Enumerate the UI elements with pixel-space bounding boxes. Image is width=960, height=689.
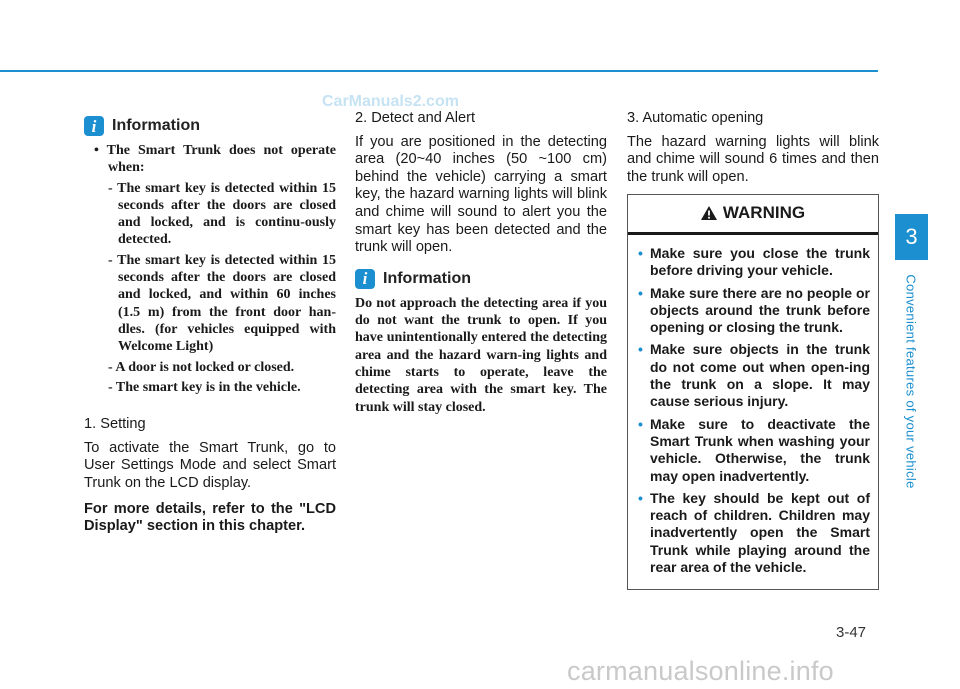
automatic-opening-heading: 3. Automatic opening (627, 110, 764, 126)
column-2 (355, 110, 607, 416)
chapter-tab[interactable] (895, 214, 928, 260)
page-number: 3-47 (836, 624, 867, 641)
setting-heading: 1. Setting (84, 416, 146, 433)
chapter-number: 3 (905, 224, 918, 249)
warning-item: • Make sure to deactivate the Smart Trunk when washing your vehicle. Otherwise, the trunk may open inadvertently. (638, 415, 870, 484)
bullet-dot: • (638, 341, 643, 358)
warning-title: WARNING (722, 203, 806, 222)
bullet-dot: • (638, 284, 643, 301)
warning-rule (628, 232, 878, 235)
bullet-dot: • (638, 245, 643, 261)
warning-item: • Make sure you close the trunk before driving your vehicle. (638, 245, 870, 279)
watermark-top: CarManuals2.com (322, 93, 459, 110)
information-text-2: Do not approach the detecting area if you do not want the trunk to open. If you have unintentionally entered the detecting area and the hazard warn-ing lights and chime starts to operate, leave the detecting area with the smart key. The trunk will stay closed. (355, 295, 607, 415)
condition-item: - The smart key is in the vehicle. (108, 379, 301, 395)
chapter-title-text: Convenient features of your vehicle (904, 273, 920, 489)
detect-text: If you are positioned in the detecting area (20~40 inches (50 ~100 cm) behind the vehicle) carrying a smart key, the hazard warning lights will blink and chime will sound to alert you the smart key has been detected and the trunk will open. (355, 133, 607, 256)
bullet-not-operate: • The Smart Trunk does not operate when: (94, 143, 336, 176)
bullet-dot: • (638, 489, 643, 506)
warning-item: • Make sure there are no people or objects around the trunk before opening or closing the trunk. (638, 284, 870, 336)
warning-item: • Make sure objects in the trunk do not come out when open-ing the trunk on a slope. It may cause serious injury. (638, 341, 870, 410)
condition-item: - The smart key is detected within 15 seconds after the doors are closed and locked, and is continu-ously detected. (108, 180, 336, 248)
condition-list (84, 180, 336, 397)
automatic-opening-text: The hazard warning lights will blink and chime will sound 6 times and then the trunk will open. (627, 133, 879, 185)
warning-header (628, 202, 878, 224)
chapter-title (895, 268, 928, 494)
warning-list (636, 245, 870, 576)
column-1 (84, 110, 336, 544)
column-3 (627, 110, 879, 194)
condition-item: - A door is not locked or closed. (108, 359, 295, 375)
warning-box (627, 194, 879, 590)
top-rule (0, 70, 878, 72)
info-icon: i (355, 269, 375, 289)
bullet-dot: • (638, 415, 643, 432)
information-heading-2 (355, 269, 607, 289)
information-title-2: Information (383, 269, 471, 287)
information-title: Information (112, 117, 200, 134)
setting-reference: For more details, refer to the "LCD Display" section in this chapter. (84, 500, 336, 535)
setting-text: To activate the Smart Trunk, go to User Settings Mode and select Smart Trunk on the LCD display. (84, 439, 336, 491)
info-icon: i (84, 116, 104, 136)
information-heading (84, 116, 336, 136)
warning-triangle-icon (701, 206, 717, 220)
detect-heading: 2. Detect and Alert (355, 110, 476, 126)
warning-item: • The key should be kept out of reach of children. Children may inadvertently open the Smart Trunk while playing around the rear area of the vehicle. (638, 489, 870, 576)
watermark-bottom: carmanualsonline.info (567, 656, 834, 686)
condition-item: - The smart key is detected within 15 seconds after the doors are closed and locked, and within 60 inches (1.5 m) from the front door han-dles. (for vehicles equipped with Welcome Light) (108, 252, 336, 355)
